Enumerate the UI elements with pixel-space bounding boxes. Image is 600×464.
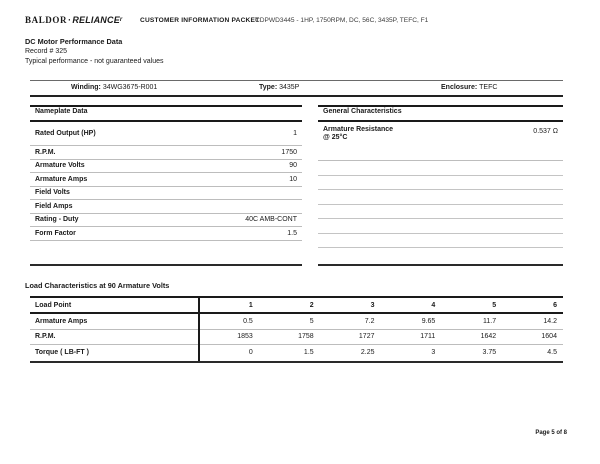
winding-value: 34WG3675-R001 [102, 84, 158, 91]
load-table-header-row [30, 298, 563, 314]
load-point-4: 4 [431, 301, 436, 309]
cell-value: 7.2 [364, 317, 375, 325]
row-value: 1750 [281, 148, 297, 156]
load-point-6: 6 [553, 301, 557, 309]
cell-value: 0 [248, 349, 253, 357]
rpm-row [30, 330, 563, 346]
enclosure-label: Enclosure: [441, 84, 478, 91]
logo-baldor-text: BALDOR [25, 15, 68, 25]
empty-row [318, 190, 563, 205]
general-characteristics-table [318, 105, 563, 266]
logo-dot: · [68, 15, 72, 25]
cell-value: 1711 [420, 333, 436, 341]
motor-spec-string: CDPWD3445 - 1HP, 1750RPM, DC, 56C, 3435P, TEFC, F1 [255, 17, 429, 24]
packet-title: CUSTOMER INFORMATION PACKET [140, 17, 260, 24]
load-characteristics-title: Load Characteristics at 90 Armature Volts [25, 281, 170, 290]
load-point-5: 5 [492, 301, 497, 309]
cell-value: 1604 [541, 333, 557, 341]
row-label: Armature Resistance @ 25°C [323, 126, 394, 141]
load-point-2: 2 [309, 301, 314, 309]
empty-tail-row [30, 241, 302, 253]
table-row [30, 122, 302, 146]
title-block [25, 37, 164, 67]
empty-row [318, 161, 563, 176]
load-point-label: Load Point [35, 301, 72, 309]
nameplate-table-header: Nameplate Data [30, 107, 302, 122]
row-label: Field Volts [35, 189, 70, 197]
record-number: Record # 325 [25, 48, 68, 55]
enclosure-value: TEFC [479, 84, 498, 91]
logo-reliance-text: RELIANCE [72, 15, 120, 25]
empty-row [318, 234, 563, 249]
type-label: Type: [259, 84, 278, 91]
page-title: DC Motor Performance Data [25, 37, 123, 46]
cell-value: 14.2 [543, 317, 557, 325]
page-number: Page 5 of 8 [535, 430, 567, 436]
row-label: Torque ( LB-FT ) [35, 349, 89, 357]
enclosure-field [441, 84, 497, 91]
cell-value: 2.25 [360, 349, 375, 357]
row-value: 10 [289, 175, 297, 183]
performance-note: Typical performance - not guaranteed values [25, 58, 164, 65]
cell-value: 5 [309, 317, 314, 325]
row-value: 1 [293, 130, 297, 137]
row-label: Armature Amps [35, 175, 88, 183]
table-row [30, 227, 302, 241]
cell-value: 1727 [358, 333, 375, 341]
nameplate-data-table [30, 105, 302, 266]
table-row [30, 214, 302, 228]
type-value: 3435P [279, 84, 300, 91]
row-label: Form Factor [35, 229, 76, 237]
table-row [30, 173, 302, 187]
baldor-reliance-logo [25, 15, 122, 25]
load-point-3: 3 [370, 301, 375, 309]
cell-value: 3.75 [482, 349, 497, 357]
empty-row [318, 205, 563, 220]
cell-value: 1853 [237, 333, 253, 341]
cell-value: 1642 [480, 333, 497, 341]
logo-trademark: r [119, 17, 123, 23]
row-label: Field Amps [35, 202, 73, 210]
table-vertical-divider [198, 298, 200, 361]
row-label: Armature Amps [35, 317, 88, 325]
table-row [30, 160, 302, 174]
cell-value: 0.5 [243, 317, 253, 325]
row-value: 1.5 [287, 229, 297, 237]
load-point-1: 1 [248, 301, 253, 309]
row-value: 90 [289, 162, 297, 170]
cell-value: 1.5 [303, 349, 314, 357]
empty-row [318, 248, 563, 262]
table-row [30, 200, 302, 214]
row-label: Armature Volts [35, 162, 85, 170]
table-row [30, 187, 302, 201]
cell-value: 9.65 [421, 317, 436, 325]
row-value: 0.537 Ω [533, 128, 558, 135]
torque-row [30, 345, 563, 361]
cell-value: 4.5 [547, 349, 557, 357]
general-table-header: General Characteristics [318, 107, 563, 122]
cell-value: 1758 [298, 333, 314, 341]
row-label: Rated Output (HP) [35, 130, 96, 137]
type-field [259, 84, 299, 91]
row-label: Rating - Duty [35, 216, 79, 224]
armature-amps-row [30, 314, 563, 330]
winding-field [71, 84, 157, 91]
cell-value: 11.7 [483, 317, 497, 325]
row-value: 40C AMB-CONT [245, 216, 297, 224]
empty-row [318, 176, 563, 191]
row-label: R.P.M. [35, 333, 56, 341]
row-label: R.P.M. [35, 148, 56, 156]
winding-bar [30, 80, 563, 97]
brand-bar [25, 15, 585, 27]
load-characteristics-table [30, 296, 563, 363]
table-row [30, 146, 302, 160]
cell-value: 3 [431, 349, 436, 357]
winding-label: Winding: [71, 84, 101, 91]
empty-row [318, 219, 563, 234]
armature-resistance-row [318, 122, 563, 161]
